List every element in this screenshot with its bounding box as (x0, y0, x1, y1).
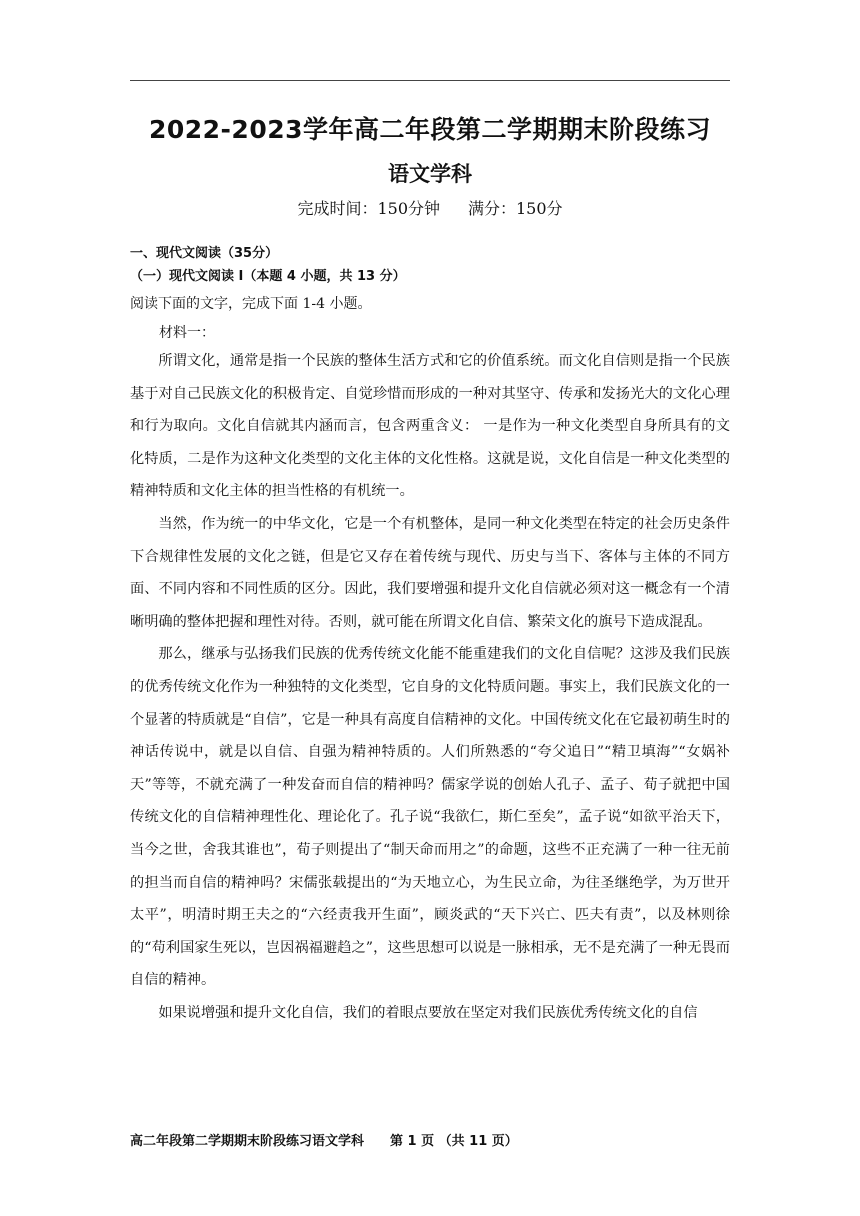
page-number: 第 1 页 （共 11 页） (390, 1134, 518, 1149)
paragraph: 当然，作为统一的中华文化，它是一个有机整体，是同一种文化类型在特定的社会历史条件下合规律性发展的文化之链，但是它又存在着传统与现代、历史与当下、客体与主体的不同方面、不同内容和不同性质的区分。因此，我们要增强和提升文化自信就必须对这一概念有一个清晰明确的整体把握和理性对待。否则，就可能在所谓文化自信、繁荣文化的旗号下造成混乱。 (130, 515, 730, 630)
subsection-heading: （一）现代文阅读 I（本题 4 小题，共 13 分） (130, 269, 406, 284)
section-heading: 一、现代文阅读（35分） (130, 246, 279, 261)
paragraph: 那么，继承与弘扬我们民族的优秀传统文化能不能重建我们的文化自信呢？这涉及我们民族的优秀传统文化作为一种独特的文化类型，它自身的文化特质问题。事实上，我们民族文化的一个显著的特质就是“自信”，它是一种具有高度自信精神的文化。中国传统文化在它最初萌生时的神话传说中，就是以自信、自强为精神特质的。人们所熟悉的“夸父追日”“精卫填海”“女娲补天”等等，不就充满了一种发奋而自信的精神吗？儒家学说的创始人孔子、孟子、荀子就把中国传统文化的自信精神理性化、理论化了。孔子说“我欲仁，斯仁至矣”，孟子说“如欲平治天下，当今之世，舍我其谁也”，荀子则提出了“制天命而用之”的命题，这些不正充满了一种一往无前的担当而自信的精神吗？宋儒张载提出的“为天地立心，为生民立命，为往圣继绝学，为万世开太平”，明清时期王夫之的“六经责我开生面”，顾炎武的“天下兴亡、匹夫有责”，以及林则徐的“苟利国家生死以，岂因祸福避趋之”，这些思想可以说是一脉相承，无不是充满了一种无畏而自信的精神。 (130, 646, 730, 989)
header-rule (130, 80, 730, 81)
passage-body (130, 345, 730, 1029)
full-score: 满分：150分 (468, 199, 563, 218)
footer-title: 高二年段第二学期期末阶段练习语文学科 (130, 1134, 365, 1149)
page-footer (130, 1130, 518, 1149)
exam-title: 2022-2023学年高二年段第二学期期末阶段练习 (148, 115, 712, 144)
reading-instruction: 阅读下面的文字，完成下面 1-4 小题。 (130, 296, 372, 312)
time-limit: 完成时间：150分钟 (297, 199, 440, 218)
exam-meta (0, 196, 860, 219)
paragraph: 如果说增强和提升文化自信，我们的着眼点要放在坚定对我们民族优秀传统文化的自信 (158, 1004, 698, 1021)
material-label: 材料一： (159, 325, 215, 341)
subject-title: 语文学科 (388, 161, 472, 186)
paragraph: 所谓文化，通常是指一个民族的整体生活方式和它的价值系统。而文化自信则是指一个民族基于对自己民族文化的积极肯定、自觉珍惜而形成的一种对其坚守、传承和发扬光大的文化心理和行为取向。文化自信就其内涵而言，包含两重含义： 一是作为一种文化类型自身所具有的文化特质，二是作为这种文化类型的文化主体的文化性格。这就是说，文化自信是一种文化类型的精神特质和文化主体的担当性格的有机统一。 (130, 353, 730, 500)
